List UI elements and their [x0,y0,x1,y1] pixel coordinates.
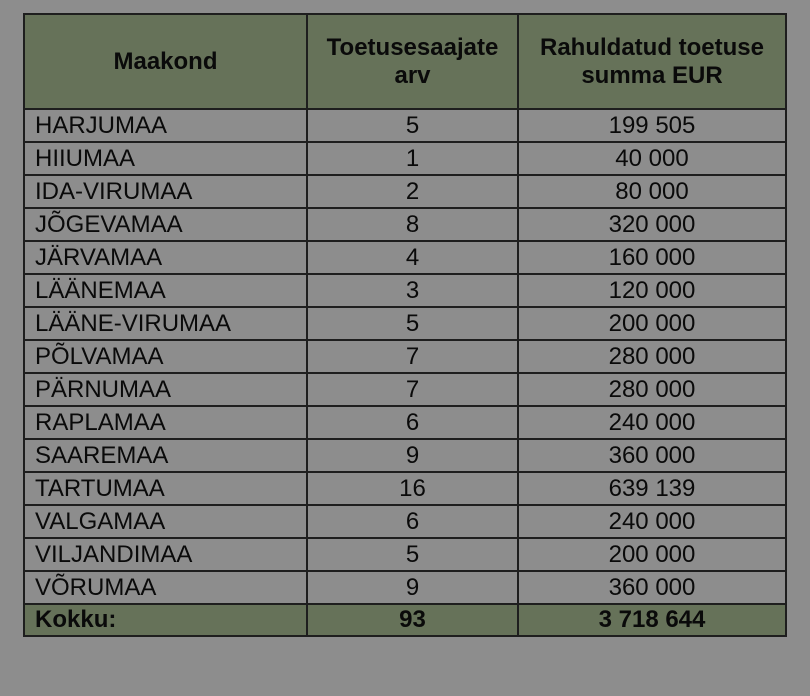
table-row [24,373,786,406]
table-footer [24,604,786,636]
amount-cell: 199 505 [518,109,786,142]
recipient-count-cell: 5 [307,109,518,142]
amount-cell: 200 000 [518,307,786,340]
recipient-count-cell: 4 [307,241,518,274]
table-row [24,175,786,208]
county-cell: JÄRVAMAA [24,241,307,274]
table-body [24,109,786,604]
recipient-count-cell: 8 [307,208,518,241]
recipient-count-cell: 5 [307,307,518,340]
county-cell: LÄÄNE-VIRUMAA [24,307,307,340]
table-row [24,472,786,505]
recipient-count-cell: 2 [307,175,518,208]
recipient-count-cell: 7 [307,373,518,406]
amount-cell: 280 000 [518,340,786,373]
amount-cell: 360 000 [518,439,786,472]
grant-table [23,13,787,637]
county-cell: HARJUMAA [24,109,307,142]
county-cell: LÄÄNEMAA [24,274,307,307]
table-row [24,340,786,373]
county-cell: JÕGEVAMAA [24,208,307,241]
amount-cell: 240 000 [518,406,786,439]
table-row [24,208,786,241]
table-row [24,538,786,571]
recipient-count-cell: 6 [307,505,518,538]
total-recipients: 93 [307,604,518,636]
county-cell: IDA-VIRUMAA [24,175,307,208]
table-row [24,505,786,538]
amount-cell: 320 000 [518,208,786,241]
table-row [24,241,786,274]
recipient-count-cell: 1 [307,142,518,175]
county-cell: RAPLAMAA [24,406,307,439]
table-row [24,571,786,604]
recipient-count-cell: 6 [307,406,518,439]
amount-cell: 200 000 [518,538,786,571]
table-row [24,142,786,175]
table-row [24,439,786,472]
header-amount: Rahuldatud toetuse summa EUR [518,14,786,109]
county-cell: VÕRUMAA [24,571,307,604]
total-amount: 3 718 644 [518,604,786,636]
table-row [24,307,786,340]
total-row [24,604,786,636]
table-row [24,109,786,142]
county-cell: PÄRNUMAA [24,373,307,406]
county-cell: SAAREMAA [24,439,307,472]
recipient-count-cell: 3 [307,274,518,307]
recipient-count-cell: 5 [307,538,518,571]
county-cell: VILJANDIMAA [24,538,307,571]
recipient-count-cell: 9 [307,439,518,472]
amount-cell: 639 139 [518,472,786,505]
amount-cell: 80 000 [518,175,786,208]
amount-cell: 160 000 [518,241,786,274]
total-label: Kokku: [24,604,307,636]
amount-cell: 40 000 [518,142,786,175]
table-row [24,274,786,307]
county-cell: VALGAMAA [24,505,307,538]
recipient-count-cell: 7 [307,340,518,373]
header-recipient-count: Toetusesaajate arv [307,14,518,109]
table-header [24,14,786,109]
county-cell: PÕLVAMAA [24,340,307,373]
county-cell: HIIUMAA [24,142,307,175]
amount-cell: 240 000 [518,505,786,538]
table-row [24,406,786,439]
header-county: Maakond [24,14,307,109]
recipient-count-cell: 9 [307,571,518,604]
amount-cell: 360 000 [518,571,786,604]
amount-cell: 120 000 [518,274,786,307]
county-cell: TARTUMAA [24,472,307,505]
recipient-count-cell: 16 [307,472,518,505]
amount-cell: 280 000 [518,373,786,406]
